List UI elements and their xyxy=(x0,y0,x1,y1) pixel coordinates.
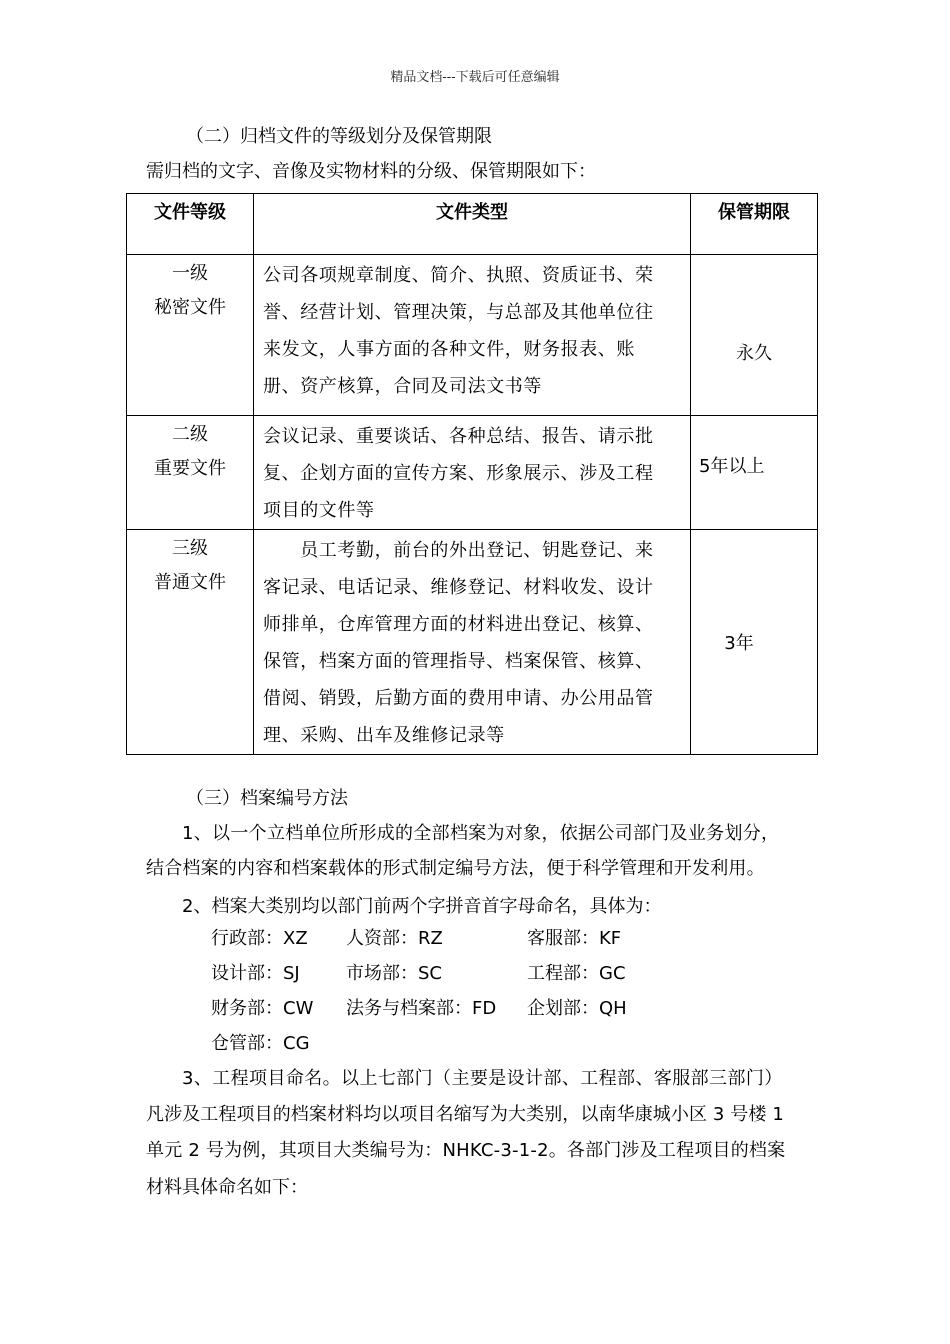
dept-code: 设计部：SJ xyxy=(211,963,300,984)
level-cell xyxy=(127,416,254,530)
level-name: 重要文件 xyxy=(154,458,226,479)
dept-code: 客服部：KF xyxy=(527,928,622,949)
level-cell xyxy=(127,255,254,416)
dept-code: 仓管部：CG xyxy=(211,1033,310,1054)
column-header: 保管期限 xyxy=(691,194,818,255)
type-line: 师排单，仓库管理方面的材料进出登记、核算、 xyxy=(263,614,654,635)
type-cell xyxy=(254,255,691,416)
period-cell: 永久 xyxy=(691,255,818,416)
paragraph-line: 2、档案大类别均以部门前两个字拼音首字母命名，具体为： xyxy=(182,896,662,917)
paragraph-line: 单元 2 号为例，其项目大类编号为：NHKC-3-1-2。各部门涉及工程项目的档案 xyxy=(146,1140,786,1161)
level-cell xyxy=(127,530,254,755)
type-line: 借阅、销毁，后勤方面的费用申请、办公用品管 xyxy=(263,688,654,709)
table-header-row xyxy=(127,194,818,255)
paragraph-line: 凡涉及工程项目的档案材料均以项目名缩写为大类别，以南华康城小区 3 号楼 1 xyxy=(146,1104,784,1125)
type-cell xyxy=(254,530,691,755)
table-row xyxy=(127,255,818,416)
page-header: 精品文档---下载后可任意编辑 xyxy=(390,70,560,85)
paragraph-line: 材料具体命名如下： xyxy=(146,1177,308,1198)
level-name: 秘密文件 xyxy=(154,297,226,318)
dept-code: 财务部：CW xyxy=(211,998,314,1019)
type-line: 册、资产核算，合同及司法文书等 xyxy=(263,376,542,397)
paragraph-line: 结合档案的内容和档案载体的形式制定编号方法，便于科学管理和开发利用。 xyxy=(146,858,765,879)
retention-table xyxy=(126,193,818,755)
type-line: 来发文，人事方面的各种文件，财务报表、账 xyxy=(263,339,635,360)
column-header: 文件等级 xyxy=(127,194,254,255)
type-line: 理、采购、出车及维修记录等 xyxy=(263,725,505,746)
intro-paragraph: 需归档的文字、音像及实物材料的分级、保管期限如下： xyxy=(146,161,596,182)
level-number: 三级 xyxy=(172,538,208,559)
period-cell: 5年以上 xyxy=(691,416,818,530)
period-cell: 3年 xyxy=(691,530,818,755)
column-header: 文件类型 xyxy=(254,194,691,255)
paragraph-line: 1、以一个立档单位所形成的全部档案为对象，依据公司部门及业务划分， xyxy=(182,823,780,844)
level-name: 普通文件 xyxy=(154,572,226,593)
type-line: 客记录、电话记录、维修登记、材料收发、设计 xyxy=(263,577,654,598)
type-line: 复、企划方面的宣传方案、形象展示、涉及工程 xyxy=(263,463,654,484)
level-number: 二级 xyxy=(172,424,208,445)
section-title: （三）档案编号方法 xyxy=(186,788,348,809)
table-row xyxy=(127,530,818,755)
type-line: 项目的文件等 xyxy=(263,500,375,521)
dept-code: 企划部：QH xyxy=(527,998,627,1019)
section-title: （二）归档文件的等级划分及保管期限 xyxy=(186,126,492,147)
dept-code: 市场部：SC xyxy=(346,963,442,984)
type-line: 员工考勤，前台的外出登记、钥匙登记、来 xyxy=(263,540,654,561)
type-cell xyxy=(254,416,691,530)
level-number: 一级 xyxy=(172,263,208,284)
paragraph-line: 3、工程项目命名。以上七部门（主要是设计部、工程部、客服部三部门） xyxy=(182,1068,783,1089)
type-line: 誉、经营计划、管理决策，与总部及其他单位往 xyxy=(263,302,654,323)
dept-code: 法务与档案部：FD xyxy=(346,998,497,1019)
dept-code: 行政部：XZ xyxy=(211,928,308,949)
type-line: 公司各项规章制度、简介、执照、资质证书、荣 xyxy=(263,265,654,286)
table-row xyxy=(127,416,818,530)
type-line: 会议记录、重要谈话、各种总结、报告、请示批 xyxy=(263,426,654,447)
type-line: 保管，档案方面的管理指导、档案保管、核算、 xyxy=(263,651,654,672)
dept-code: 人资部：RZ xyxy=(346,928,443,949)
dept-code: 工程部：GC xyxy=(527,963,626,984)
